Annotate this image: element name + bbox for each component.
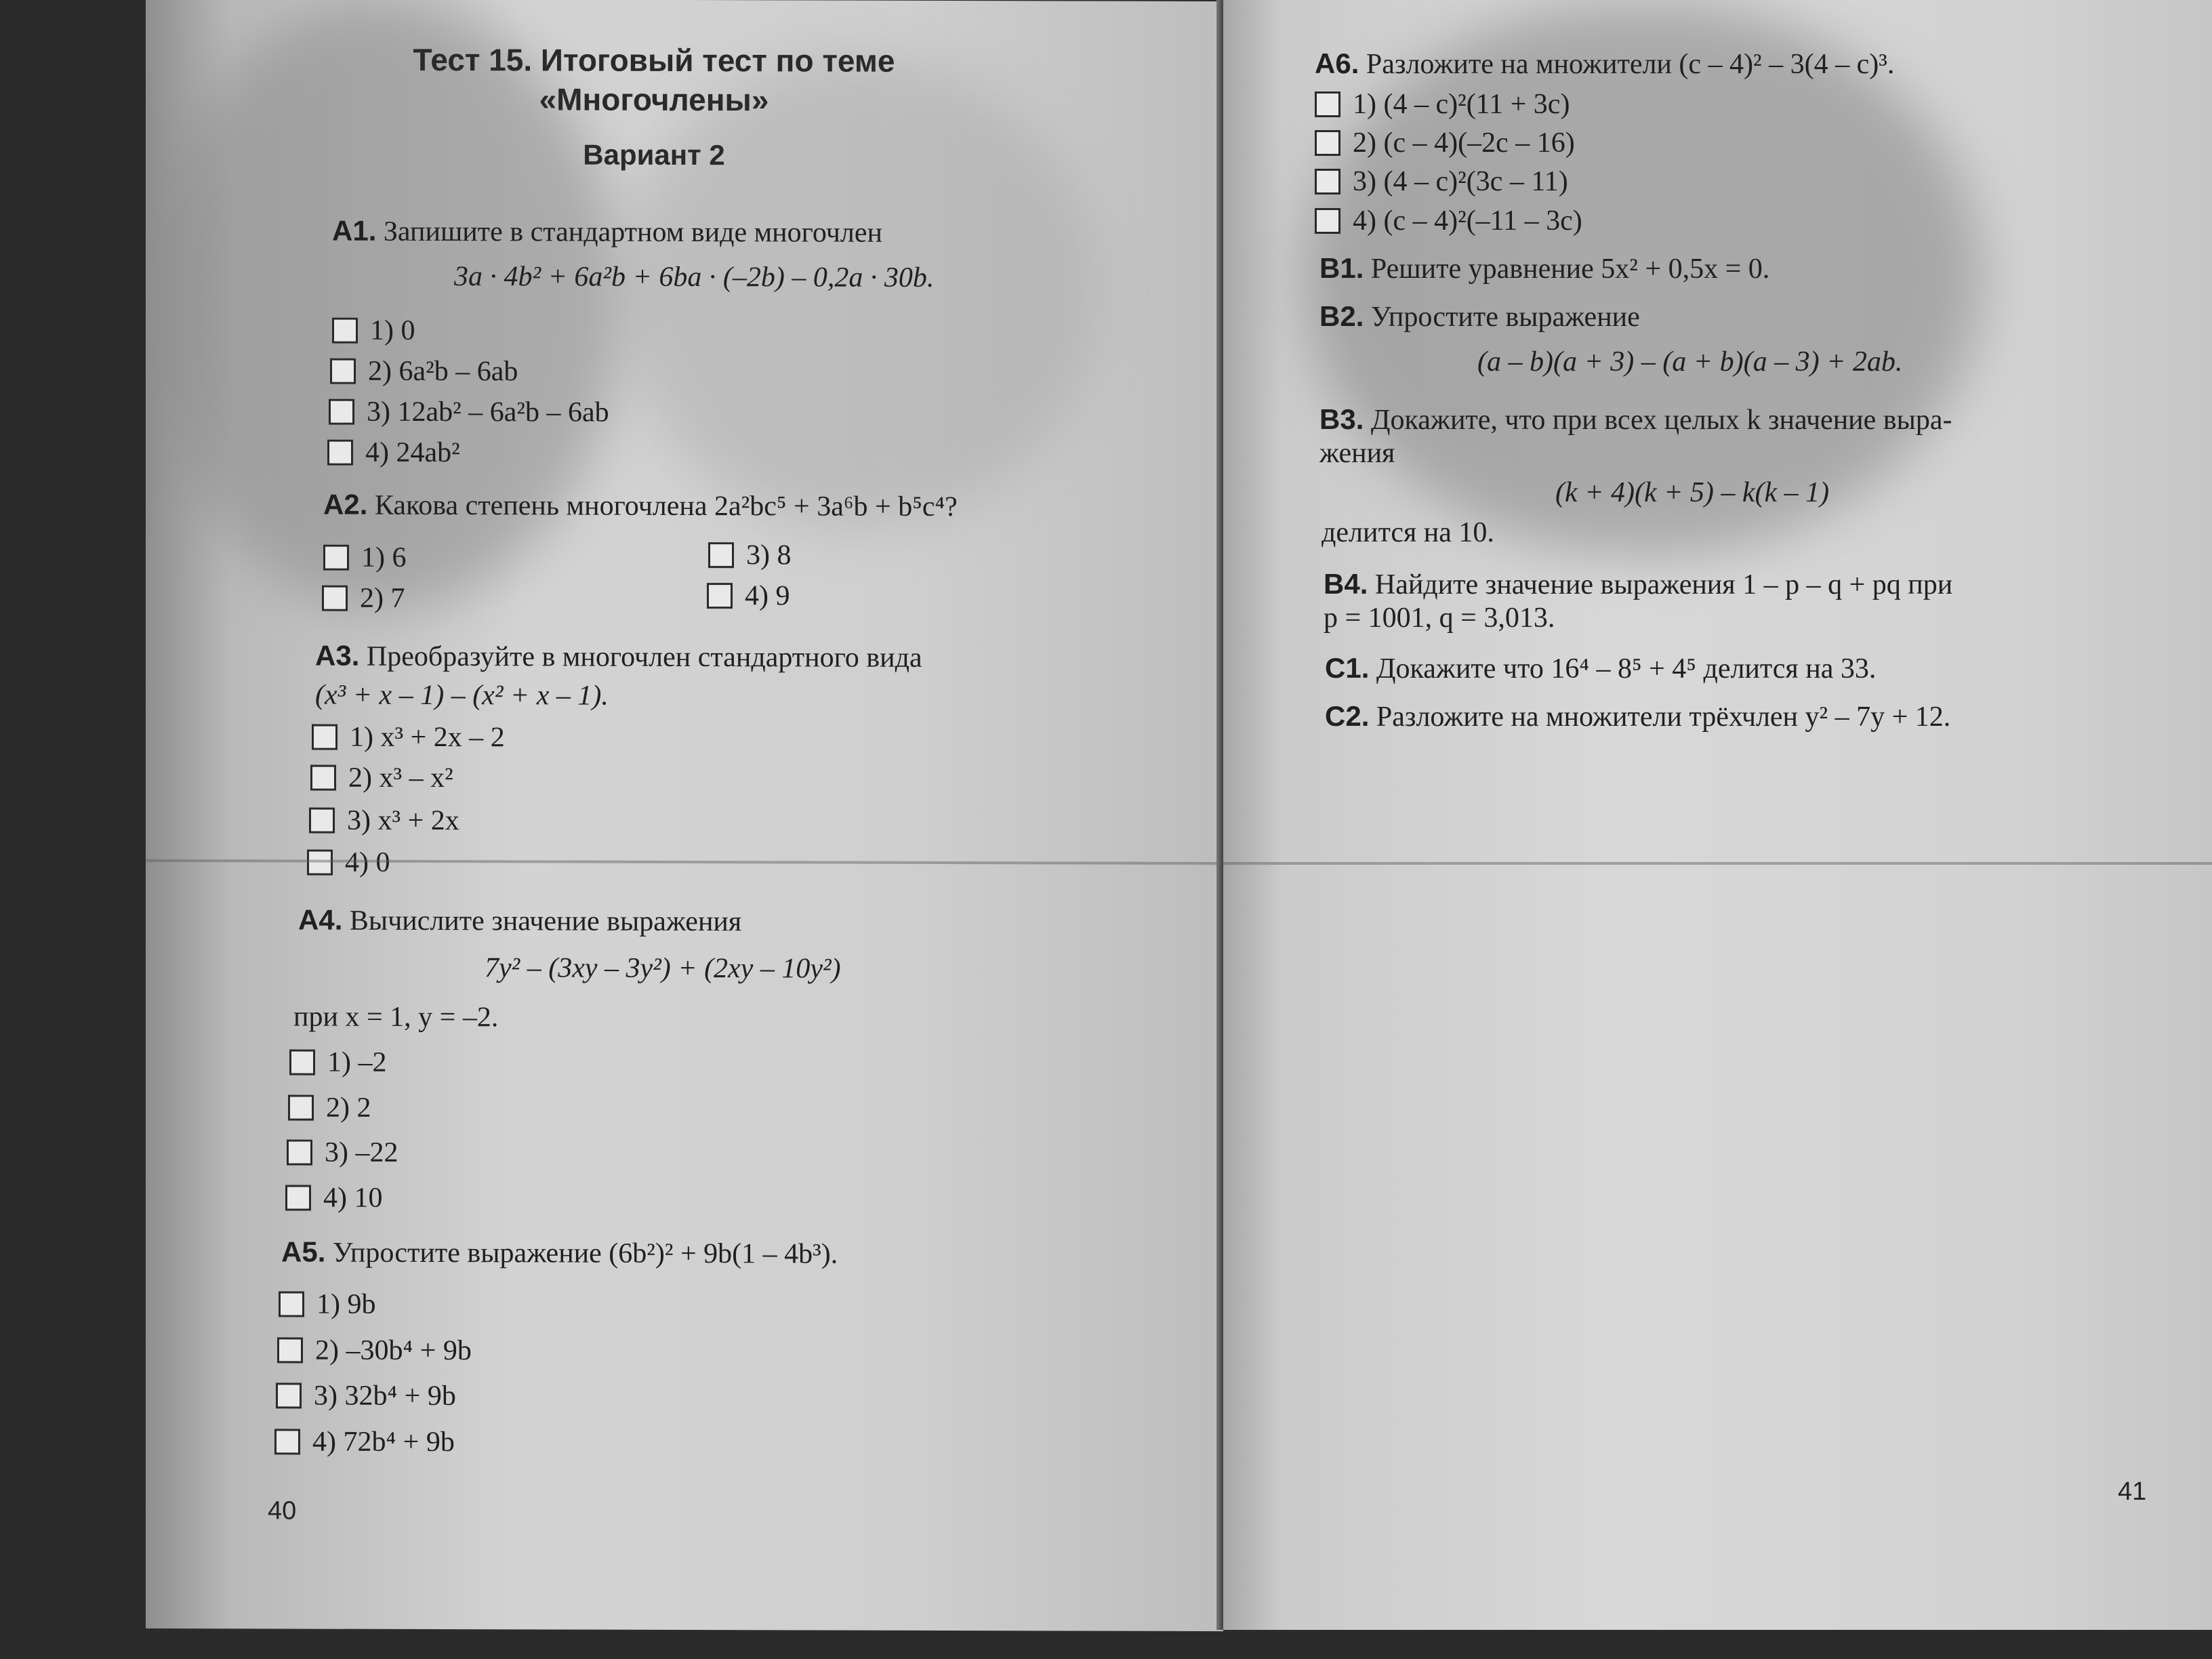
question-text: Докажите, что при всех целых k значение выра- (1370, 405, 1952, 436)
test-title: Тест 15. Итоговый тест по теме (413, 41, 895, 79)
answer-checkbox[interactable] (1315, 208, 1340, 234)
question-label: А5. (281, 1235, 326, 1268)
option-label: 3) –22 (325, 1136, 398, 1168)
option-a6-1[interactable] (1315, 88, 1570, 121)
question-b3-end: делится на 10. (1322, 517, 1494, 548)
answer-checkbox[interactable] (274, 1429, 300, 1454)
variant-heading: Вариант 2 (583, 138, 725, 171)
page-number: 40 (268, 1496, 297, 1525)
option-a4-4[interactable] (285, 1181, 383, 1214)
option-label: 3) 12ab² – 6a²b – 6ab (367, 396, 609, 428)
option-label: 3) 8 (746, 539, 792, 571)
option-label: 4) 0 (345, 846, 390, 878)
option-a6-2[interactable] (1315, 127, 1575, 159)
option-a2-4[interactable] (707, 579, 790, 612)
option-a5-3[interactable] (276, 1379, 456, 1412)
option-label: 4) 9 (745, 580, 790, 612)
question-b2-formula: (a – b)(a + 3) – (a + b)(a – 3) + 2ab. (1477, 346, 1903, 377)
option-label: 2) 2 (326, 1092, 371, 1124)
answer-checkbox[interactable] (323, 545, 349, 571)
question-b2 (1319, 300, 1640, 333)
question-a1-formula: 3a · 4b² + 6a²b + 6ba · (–2b) – 0,2a · 30b. (454, 261, 935, 293)
answer-checkbox[interactable] (1315, 169, 1340, 194)
question-a3-formula: (x³ + x – 1) – (x² + x – 1). (315, 679, 609, 712)
question-text: Решите уравнение 5x² + 0,5x = 0. (1370, 253, 1770, 285)
question-text: Разложите на множители (c – 4)² – 3(4 – c)³. (1366, 49, 1895, 80)
option-a5-1[interactable] (279, 1288, 376, 1320)
option-label: 4) (c – 4)²(–11 – 3c) (1353, 205, 1582, 237)
option-label: 1) 0 (370, 314, 415, 346)
option-label: 1) (4 – c)²(11 + 3c) (1353, 89, 1570, 120)
answer-checkbox[interactable] (708, 542, 734, 568)
option-label: 1) 9b (316, 1288, 376, 1320)
page-number: 41 (2118, 1477, 2147, 1506)
option-a4-2[interactable] (288, 1091, 371, 1124)
answer-checkbox[interactable] (285, 1185, 311, 1210)
answer-checkbox[interactable] (327, 440, 353, 466)
question-label: В1. (1319, 252, 1364, 284)
option-label: 4) 10 (323, 1182, 383, 1214)
question-label: А1. (332, 214, 377, 247)
question-a4-condition: при x = 1, y = –2. (293, 1001, 499, 1033)
question-text: Упростите выражение (6b²)² + 9b(1 – 4b³). (332, 1237, 838, 1270)
option-label: 3) x³ + 2x (347, 804, 459, 837)
option-a1-4[interactable] (327, 436, 460, 470)
option-a3-1[interactable] (312, 721, 505, 754)
question-b3-line2: жения (1319, 438, 1395, 469)
option-label: 2) 7 (360, 582, 405, 614)
answer-checkbox[interactable] (277, 1337, 303, 1363)
option-a4-1[interactable] (289, 1046, 387, 1078)
option-a1-3[interactable] (329, 396, 609, 429)
option-label: 2) (c – 4)(–2c – 16) (1353, 127, 1575, 159)
answer-checkbox[interactable] (707, 583, 733, 609)
question-text: Какова степень многочлена 2a²bc⁵ + 3a⁶b + b⁵c⁴? (374, 489, 958, 523)
question-a2 (323, 489, 958, 523)
question-text: Найдите значение выражения 1 – p – q + pq при (1374, 569, 1953, 600)
question-a5 (281, 1235, 838, 1270)
answer-checkbox[interactable] (276, 1382, 302, 1408)
question-text: Вычислите значение выражения (349, 905, 742, 938)
question-text: Преобразуйте в многочлен стандартного вида (366, 640, 922, 674)
question-b4-line2: p = 1001, q = 3,013. (1324, 602, 1555, 634)
option-a3-3[interactable] (309, 804, 459, 838)
option-label: 1) x³ + 2x – 2 (350, 721, 505, 754)
answer-checkbox[interactable] (289, 1049, 315, 1075)
question-b3 (1319, 403, 1952, 436)
option-a2-1[interactable] (323, 541, 407, 574)
question-text: Докажите что 16⁴ – 8⁵ + 4⁵ делится на 33. (1376, 653, 1877, 684)
question-text: Разложите на множители трёхчлен y² – 7y + 12. (1376, 701, 1951, 733)
question-label: А6. (1315, 47, 1359, 79)
option-label: 4) 24ab² (365, 436, 460, 469)
left-page (146, 0, 1223, 1631)
option-a6-3[interactable] (1315, 165, 1568, 198)
question-a1 (332, 215, 882, 249)
question-label: В2. (1319, 300, 1364, 332)
question-label: С1. (1325, 652, 1370, 684)
question-a3 (315, 640, 922, 674)
option-label: 2) –30b⁴ + 9b (315, 1334, 472, 1367)
answer-checkbox[interactable] (330, 359, 356, 384)
question-a4 (298, 904, 741, 939)
option-a1-2[interactable] (330, 355, 518, 388)
question-a4-formula: 7y² – (3xy – 3y²) + (2xy – 10y²) (485, 952, 841, 985)
answer-checkbox[interactable] (310, 765, 336, 791)
answer-checkbox[interactable] (288, 1094, 314, 1120)
option-a5-2[interactable] (277, 1334, 472, 1367)
question-c2 (1325, 700, 1950, 733)
question-a6 (1315, 47, 1894, 81)
question-text: Упростите выражение (1370, 302, 1640, 333)
question-label: А2. (323, 488, 368, 520)
option-label: 3) 32b⁴ + 9b (314, 1380, 456, 1412)
question-text: Запишите в стандартном виде многочлен (383, 216, 882, 249)
option-a3-2[interactable] (310, 762, 453, 795)
question-b1 (1319, 252, 1769, 285)
question-c1 (1325, 652, 1876, 685)
option-label: 4) 72b⁴ + 9b (312, 1426, 455, 1458)
page-fold-line (1223, 862, 2212, 865)
answer-checkbox[interactable] (287, 1139, 312, 1165)
answer-checkbox[interactable] (1315, 130, 1340, 156)
option-label: 1) –2 (327, 1046, 387, 1078)
answer-checkbox[interactable] (279, 1291, 304, 1317)
question-label: А4. (298, 903, 343, 936)
question-label: С2. (1325, 700, 1370, 732)
option-a2-2[interactable] (322, 582, 405, 615)
option-a2-3[interactable] (708, 539, 792, 571)
answer-checkbox[interactable] (322, 586, 348, 611)
option-label: 2) x³ – x² (348, 762, 453, 794)
answer-checkbox[interactable] (329, 399, 354, 425)
answer-checkbox[interactable] (309, 808, 335, 834)
question-label: В3. (1319, 403, 1364, 435)
test-subtitle: «Многочлены» (539, 81, 769, 118)
option-a6-4[interactable] (1315, 205, 1582, 237)
question-b3-formula: (k + 4)(k + 5) – k(k – 1) (1555, 477, 1830, 508)
option-label: 1) 6 (361, 541, 407, 573)
question-b4 (1324, 568, 1952, 601)
answer-checkbox[interactable] (1315, 91, 1340, 117)
question-label: В4. (1324, 568, 1368, 600)
answer-checkbox[interactable] (312, 724, 337, 750)
right-page (1223, 0, 2212, 1630)
option-a5-4[interactable] (274, 1425, 455, 1458)
option-a4-3[interactable] (287, 1136, 398, 1168)
option-a1-1[interactable] (332, 314, 415, 347)
answer-checkbox[interactable] (332, 318, 358, 344)
option-label: 3) (4 – c)²(3c – 11) (1353, 166, 1568, 197)
question-label: А3. (315, 639, 360, 672)
option-label: 2) 6a²b – 6ab (368, 355, 518, 388)
